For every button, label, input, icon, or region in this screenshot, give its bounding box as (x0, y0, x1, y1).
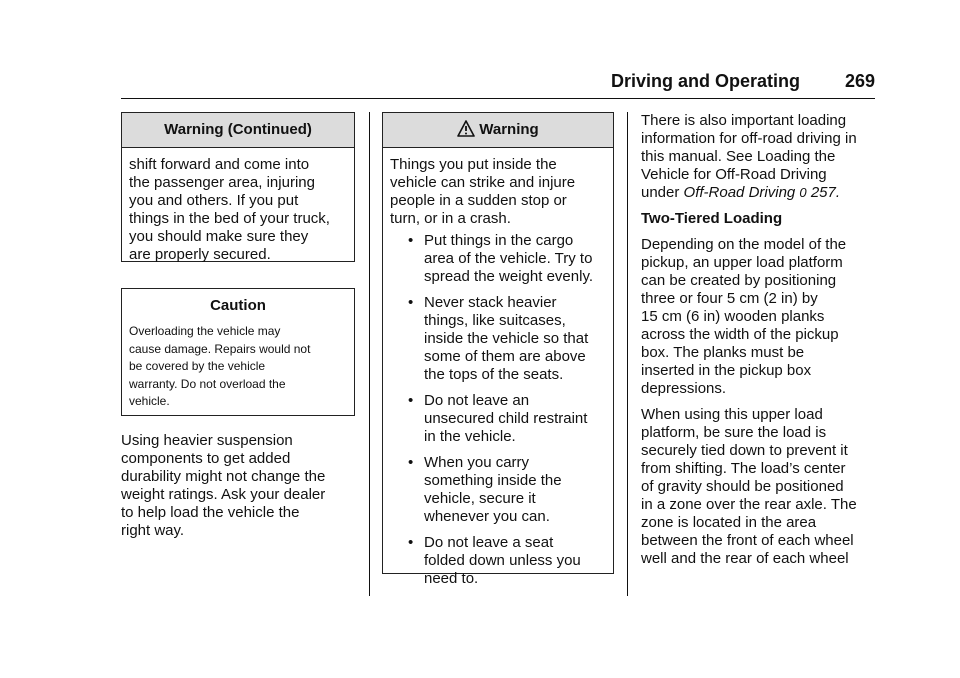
text-line: of gravity should be positioned (641, 478, 844, 495)
text-line: cause damage. Repairs would not (129, 341, 311, 356)
text-line: depressions. (641, 380, 727, 397)
text-line: When using this upper load (641, 406, 823, 423)
page-ref-icon: 0 (799, 185, 807, 200)
text-line: vehicle. (129, 394, 170, 408)
list-item (390, 534, 606, 588)
text-line: folded down unless you (424, 552, 581, 569)
text-line: Do not leave a seat (424, 534, 554, 551)
text-line: three or four 5 cm (2 in) by (641, 290, 818, 307)
cross-reference-link[interactable]: Off-Road Driving (683, 184, 796, 201)
two-tier-paragraph (641, 236, 881, 398)
text-line: you and others. If you put (129, 192, 299, 209)
text-line: the passenger area, injuring (129, 174, 315, 191)
text-line: some of them are above (424, 348, 586, 365)
list-item (390, 232, 606, 286)
text-line: Depending on the model of the (641, 236, 847, 253)
text-line: can be created by positioning (641, 272, 837, 289)
text-line: the tops of the seats. (424, 366, 564, 383)
text-line: from shifting. The load’s center (641, 460, 846, 477)
caution-text (122, 323, 354, 411)
text-line: Never stack heavier (424, 294, 557, 311)
text-line: inserted in the pickup box (641, 362, 812, 379)
text-line: inside the vehicle so that (424, 330, 589, 347)
upper-platform-paragraph (641, 406, 881, 568)
text-line: well and the rear of each wheel (641, 550, 849, 567)
text-line: area of the vehicle. Try to (424, 250, 593, 267)
bullet-marker: • (408, 294, 414, 311)
bullet-marker: • (408, 534, 414, 551)
text-line: When you carry (424, 454, 530, 471)
text-line: shift forward and come into (129, 156, 310, 173)
text-line: zone is located in the area (641, 514, 817, 531)
text-line: box. The planks must be (641, 344, 805, 361)
text-line: Using heavier suspension (121, 432, 293, 449)
bullet-marker: • (408, 454, 414, 471)
warning-continued-box (121, 112, 355, 262)
text-line: things, like suitcases, (424, 312, 566, 329)
text-line: warranty. Do not overload the (129, 376, 286, 391)
list-item (390, 454, 606, 526)
caution-box (121, 288, 355, 416)
list-item (390, 392, 606, 446)
text-line: things in the bed of your truck, (129, 210, 330, 227)
text-line: vehicle can strike and injure (390, 174, 576, 191)
text-line: securely tied down to prevent it (641, 442, 848, 459)
text-line: be covered by the vehicle (129, 359, 266, 373)
right-column-text (641, 112, 881, 576)
text-line: information for off-road driving in (641, 130, 857, 147)
text-line: people in a sudden stop or (390, 192, 567, 209)
text-line: right way. (121, 522, 185, 539)
bullet-marker: • (408, 392, 414, 409)
text-line: Put things in the cargo (424, 232, 574, 249)
text-line: Things you put inside the (390, 156, 557, 173)
text-line: whenever you can. (424, 508, 550, 525)
text-line: components to get added (121, 450, 291, 467)
list-item (390, 294, 606, 384)
text-line: under (641, 184, 684, 201)
text-line: durability might not change the (121, 468, 326, 485)
section-subheading: Two-Tiered Loading (641, 210, 783, 227)
text-line: across the width of the pickup (641, 326, 839, 343)
offroad-info-paragraph (641, 112, 881, 202)
text-line: between the front of each wheel (641, 532, 854, 549)
text-line: spread the weight evenly. (424, 268, 593, 285)
text-line: platform, be sure the load is (641, 424, 827, 441)
column-divider-right (627, 112, 628, 596)
text-line: Overloading the vehicle may (129, 324, 281, 338)
text-line: pickup, an upper load platform (641, 254, 843, 271)
header-rule (121, 98, 875, 99)
text-line: in a zone over the rear axle. The (641, 496, 857, 513)
text-line: Vehicle for Off-Road Driving (641, 166, 827, 183)
text-line: Do not leave an (424, 392, 530, 409)
page-number: 269 (844, 71, 875, 91)
cross-reference-page[interactable]: 257. (810, 184, 841, 201)
text-line: There is also important loading (641, 112, 847, 129)
warning-title: Warning (479, 121, 539, 138)
warning-icon (457, 120, 475, 137)
suspension-paragraph (121, 432, 361, 540)
text-line: in the vehicle. (424, 428, 516, 445)
warning-continued-text (122, 148, 354, 264)
text-line: 15 cm (6 in) wooden planks (641, 308, 825, 325)
bullet-marker: • (408, 232, 414, 249)
warning-text (383, 148, 613, 588)
text-line: are properly secured. (129, 246, 271, 263)
text-line: vehicle, secure it (424, 490, 536, 507)
text-line: you should make sure they (129, 228, 309, 245)
section-title: Driving and Operating (610, 71, 800, 91)
text-line: to help load the vehicle the (121, 504, 300, 521)
text-line: turn, or in a crash. (390, 210, 511, 227)
warning-bullet-list (390, 232, 606, 588)
text-line: something inside the (424, 472, 562, 489)
text-line: need to. (424, 570, 479, 587)
caution-title: Caution (210, 297, 266, 314)
column-divider-left (369, 112, 370, 596)
text-line: unsecured child restraint (424, 410, 588, 427)
text-line: weight ratings. Ask your dealer (121, 486, 326, 503)
warning-header (383, 113, 613, 148)
page-header (0, 71, 875, 99)
warning-continued-title: Warning (Continued) (122, 113, 354, 148)
text-line: this manual. See Loading the (641, 148, 836, 165)
warning-box (382, 112, 614, 587)
